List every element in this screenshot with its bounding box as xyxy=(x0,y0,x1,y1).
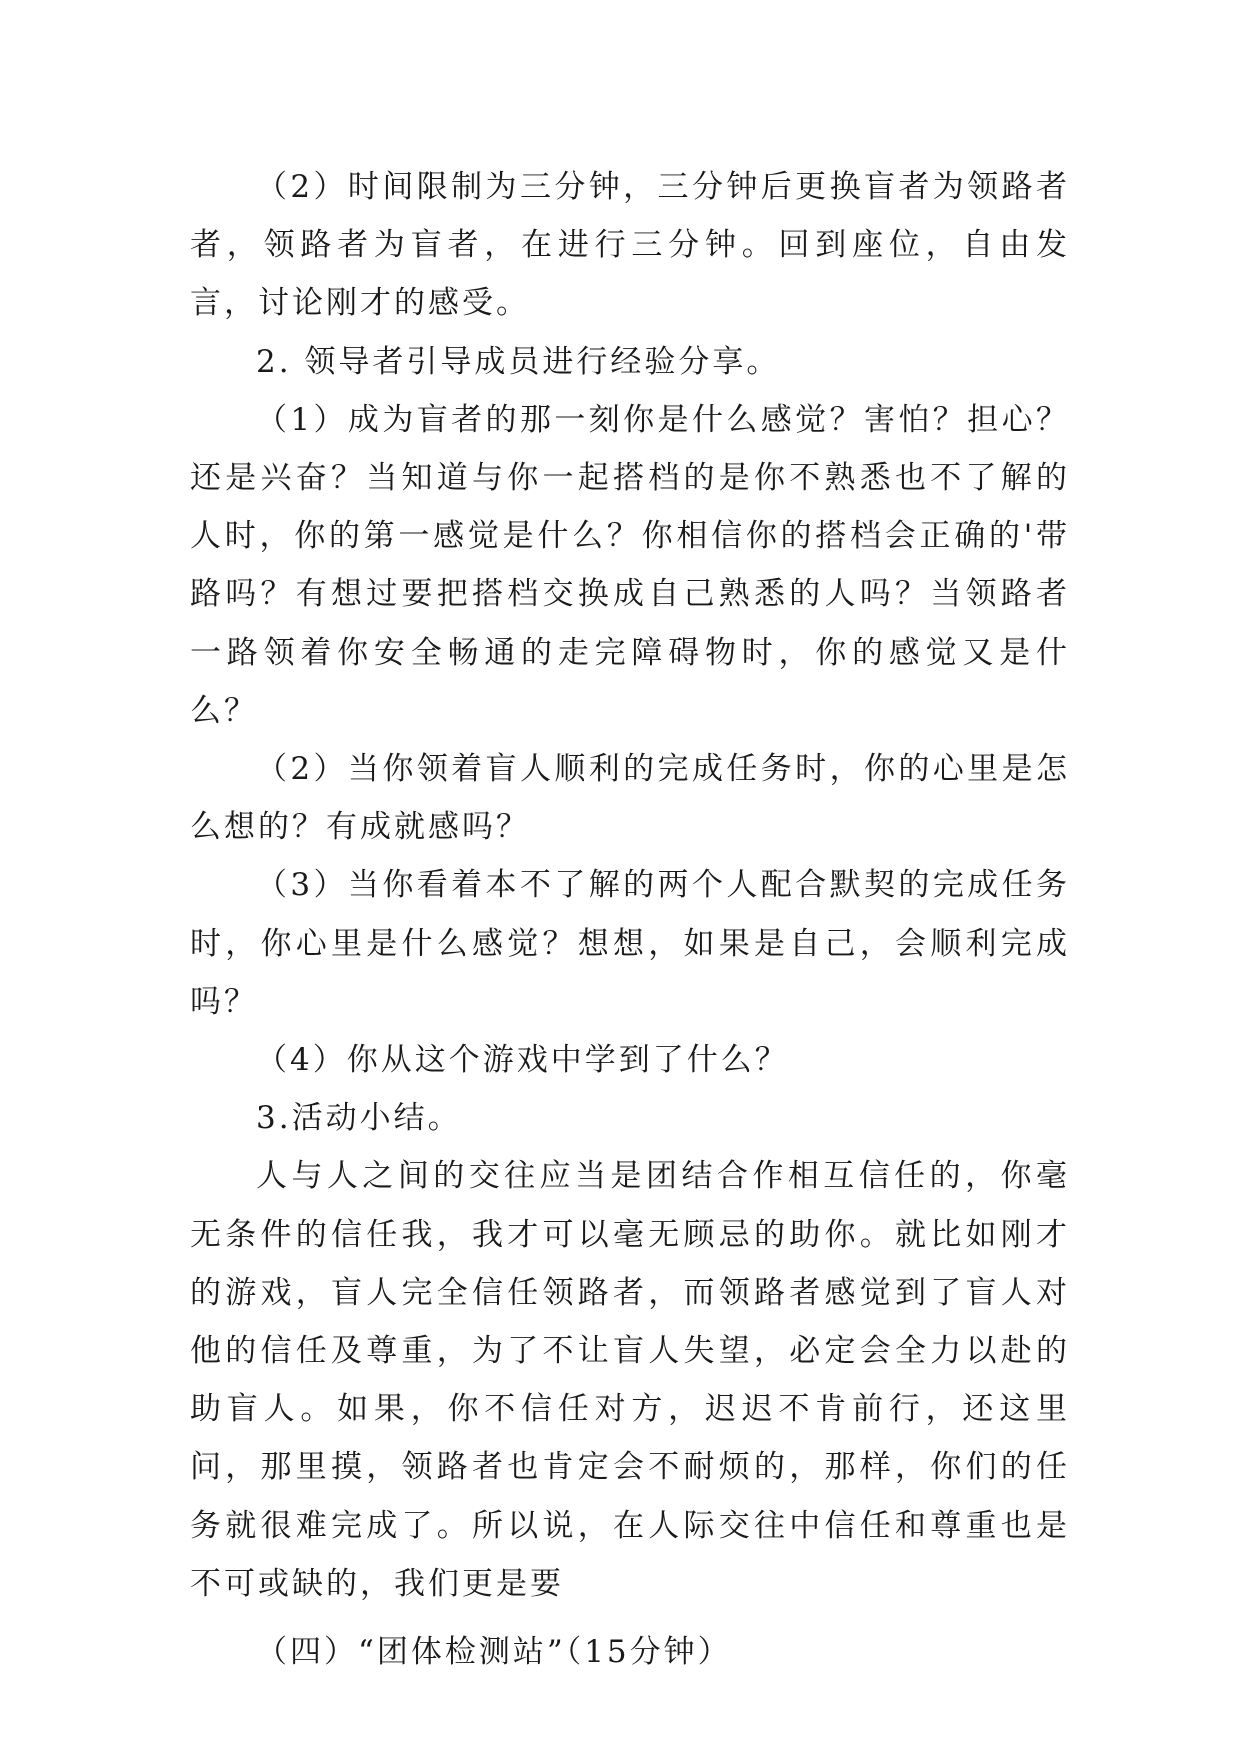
document-body xyxy=(190,158,1070,1681)
paragraph-step-2-rules: （2）时间限制为三分钟，三分钟后更换盲者为领路者者，领路者为盲者，在进行三分钟。回到座位，自由发言，讨论刚才的感受。 xyxy=(190,169,1070,322)
question-4: （4）你从这个游戏中学到了什么？ xyxy=(256,1042,789,1079)
heading-activity-summary: 3.活动小结。 xyxy=(256,1100,462,1137)
question-3: （3）当你看着本不了解的两个人配合默契的完成任务时，你心里是什么感觉？想想，如果是自己，会顺利完成吗？ xyxy=(190,867,1070,1020)
paragraph-summary: 人与人之间的交往应当是团结合作相互信任的，你毫无条件的信任我，我才可以毫无顾忌的助你。就比如刚才的游戏，盲人完全信任领路者，而领路者感觉到了盲人对他的信任及尊重，为了不让盲人失望，必定会全力以赴的助盲人。如果，你不信任对方，迟迟不肯前行，还这里问，那里摸，领路者也肯定会不耐烦的，那样，你们的任务就很难完成了。所以说，在人际交往中信任和尊重也是不可或缺的，我们更是要 xyxy=(190,1158,1070,1602)
question-2: （2）当你领着盲人顺利的完成任务时，你的心里是怎么想的？有成就感吗？ xyxy=(190,751,1070,846)
heading-experience-sharing: 2. 领导者引导成员进行经验分享。 xyxy=(256,343,781,380)
section-heading-group-check: （四）“团体检测站”（15分钟） xyxy=(256,1634,732,1671)
question-1: （1）成为盲者的那一刻你是什么感觉？害怕？担心？还是兴奋？当知道与你一起搭档的是你不熟悉也不了解的人时，你的第一感觉是什么？你相信你的搭档会正确的'带路吗？有想过要把搭档交换成自己熟悉的人吗？当领路者一路领着你安全畅通的走完障碍物时，你的感觉又是什么？ xyxy=(190,401,1070,729)
